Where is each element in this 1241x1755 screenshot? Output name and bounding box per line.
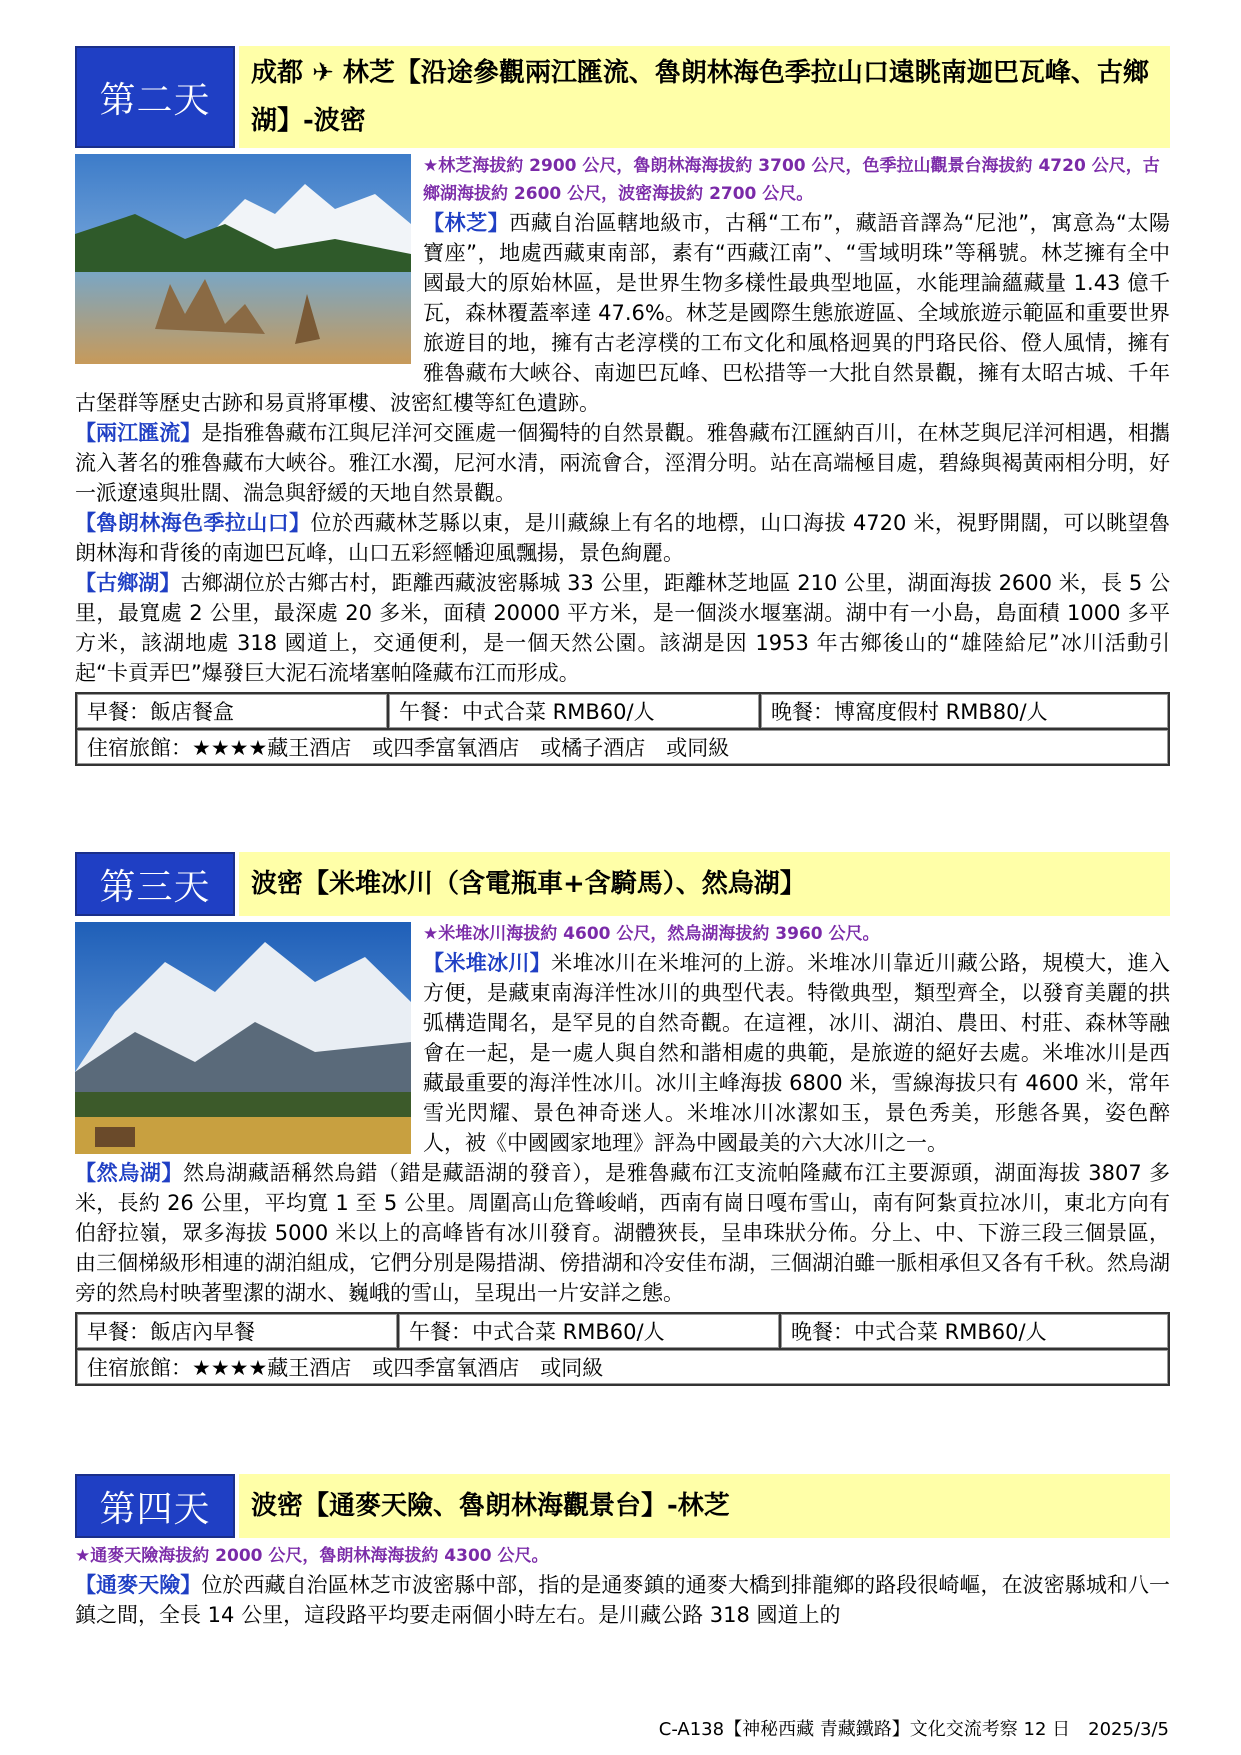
day3-body bbox=[75, 920, 1170, 1386]
day2-section-selaji-pass bbox=[75, 508, 1170, 568]
day2-section-confluence-keyword: 【兩江匯流】 bbox=[75, 421, 202, 445]
day4-body bbox=[75, 1542, 1170, 1630]
day2-section-confluence bbox=[75, 418, 1170, 508]
day2-section-selaji-pass-keyword: 【魯朗林海色季拉山口】 bbox=[75, 511, 311, 535]
day3-section-midui-glacier-keyword: 【米堆冰川】 bbox=[423, 951, 552, 975]
day3-meals-table bbox=[75, 1312, 1170, 1386]
day2-section-confluence-text: 是指雅魯藏布江與尼洋河交匯處一個獨特的自然景觀。雅魯藏布江匯納百川，在林芝與尼洋河相遇，相攜流入著名的雅魯藏布大峽谷。雅江水濁，尼河水清，兩流會合，涇渭分明。站在高端極目處，碧綠與褐黃兩相分明，好一派遼遠與壯闊、湍急與舒緩的天地自然景觀。 bbox=[75, 421, 1171, 505]
day2-body bbox=[75, 152, 1170, 766]
day2-badge: 第二天 bbox=[75, 46, 235, 148]
day3-lunch: 午餐：中式合菜 RMB60/人 bbox=[398, 1313, 780, 1349]
day3-header bbox=[75, 852, 1170, 916]
page-footer: C-A138【神秘西藏 青藏鐵路】文化交流考察 12 日 2025/3/5 bbox=[658, 1719, 1169, 1740]
day4-title: 波密【通麥天險、魯朗林海觀景台】-林芝 bbox=[239, 1474, 1170, 1538]
day2-section-linzhi-keyword: 【林芝】 bbox=[423, 211, 510, 235]
day2-section-selaji-pass-text: 位於西藏林芝縣以東，是川藏線上有名的地標，山口海拔 4720 米，視野開闊，可以眺望魯朗林海和背後的南迦巴瓦峰，山口五彩經幡迎風飄揚，景色絢麗。 bbox=[75, 511, 1171, 565]
day3-dinner: 晚餐：中式合菜 RMB60/人 bbox=[780, 1313, 1169, 1349]
day3-section-ranwu-lake-keyword: 【然烏湖】 bbox=[75, 1161, 184, 1185]
day2-section-guxiang-lake bbox=[75, 568, 1170, 688]
day3-altitude: ★米堆冰川海拔約 4600 公尺，然烏湖海拔約 3960 公尺。 bbox=[423, 924, 880, 944]
day4-header bbox=[75, 1474, 1170, 1538]
midui-glacier-photo bbox=[75, 922, 411, 1154]
day2-title: 成都 ✈ 林芝【沿途參觀兩江匯流、魯朗林海色季拉山口遠眺南迦巴瓦峰、古鄉湖】-波密 bbox=[239, 46, 1170, 148]
day2-header bbox=[75, 46, 1170, 148]
day3-breakfast: 早餐：飯店內早餐 bbox=[76, 1313, 398, 1349]
day2-altitude: ★林芝海拔約 2900 公尺，魯朗林海海拔約 3700 公尺，色季拉山觀景台海拔約 4720 公尺，古鄉湖海拔約 2600 公尺，波密海拔約 2700 公尺。 bbox=[423, 156, 1160, 204]
day2-section-guxiang-lake-keyword: 【古鄉湖】 bbox=[75, 571, 181, 595]
day2-breakfast: 早餐：飯店餐盒 bbox=[76, 693, 388, 729]
day2-hotel: 住宿旅館：★★★★藏王酒店 或四季富氧酒店 或橘子酒店 或同級 bbox=[76, 729, 1169, 765]
day2-dinner: 晚餐：博窩度假村 RMB80/人 bbox=[760, 693, 1169, 729]
day3-badge: 第三天 bbox=[75, 852, 235, 916]
day3-title: 波密【米堆冰川（含電瓶車+含騎馬）、然烏湖】 bbox=[239, 852, 1170, 916]
day3-section-ranwu-lake-text: 然烏湖藏語稱然烏錯（錯是藏語湖的發音），是雅魯藏布江支流帕隆藏布江主要源頭，湖面海拔 3807 多米，長約 26 公里，平均寬 1 至 5 公里。周圍高山危聳峻峭，西南有崗日嘎布雪山，南有阿紮貢拉冰川，東北方向有伯舒拉嶺，眾多海拔 5000 米以上的高峰皆有冰川發育。湖體狹長，呈串珠狀分佈。分上、中、下游三段三個景區，由三個梯級形相連的湖泊組成，它們分別是陽措湖、傍措湖和冷安佳布湖，三個湖泊雖一脈相承但又各有千秋。然烏湖旁的然烏村映著聖潔的湖水、巍峨的雪山，呈現出一片安詳之態。 bbox=[75, 1161, 1171, 1305]
day3-section-ranwu-lake bbox=[75, 1158, 1170, 1308]
day3-hotel: 住宿旅館：★★★★藏王酒店 或四季富氧酒店 或同級 bbox=[76, 1349, 1169, 1385]
day2-section-linzhi-text: 西藏自治區轄地級市，古稱“工布”，藏語音譯為“尼池”，寓意為“太陽寶座”，地處西藏東南部，素有“西藏江南”、“雪域明珠”等稱號。林芝擁有全中國最大的原始林區，是世界生物多樣性最典型地區，水能理論蘊藏量 1.43 億千瓦，森林覆蓋率達 47.6%。林芝是國際生態旅遊區、全域旅遊示範區和重要世界旅遊目的地，擁有古老淳樸的工布文化和風格迥異的門珞民俗、僜人風情，擁有雅魯藏布大峽谷、南迦巴瓦峰、巴松措等一大批自然景觀，擁有太昭古城、千年古堡群等歷史古跡和易貢將軍樓、波密紅樓等紅色遺跡。 bbox=[75, 211, 1170, 415]
day2-section-guxiang-lake-text: 古鄉湖位於古鄉古村，距離西藏波密縣城 33 公里，距離林芝地區 210 公里，湖面海拔 2600 米，長 5 公里，最寬處 2 公里，最深處 20 多米，面積 20000 平方米，是一個淡水堰塞湖。湖中有一小島，島面積 1000 多平方米，該湖地處 318 國道上，交通便利，是一個天然公園。該湖是因 1953 年古鄉後山的“雄陸給尼”冰川活動引起“卡貢弄巴”爆發巨大泥石流堵塞帕隆藏布江而形成。 bbox=[75, 571, 1170, 685]
day2-meals-table bbox=[75, 692, 1170, 766]
linzhi-lake-photo bbox=[75, 154, 411, 364]
day4-altitude: ★通麥天險海拔約 2000 公尺，魯朗林海海拔約 4300 公尺。 bbox=[75, 1546, 549, 1566]
day3-section-midui-glacier-text: 米堆冰川在米堆河的上游。米堆冰川靠近川藏公路，規模大，進入方便，是藏東南海洋性冰川的典型代表。特徵典型，類型齊全，以發育美麗的拱弧構造聞名，是罕見的自然奇觀。在這裡，冰川、湖泊、農田、村莊、森林等融會在一起，是一處人與自然和諧相處的典範，是旅遊的絕好去處。米堆冰川是西藏最重要的海洋性冰川。冰川主峰海拔 6800 米，雪線海拔只有 4600 米，常年雪光閃耀、景色神奇迷人。米堆冰川冰潔如玉，景色秀美，形態各異，姿色醉人，被《中國國家地理》評為中國最美的六大冰川之一。 bbox=[423, 951, 1171, 1155]
day4-section-tongmai-text: 位於西藏自治區林芝市波密縣中部，指的是通麥鎮的通麥大橋到排龍鄉的路段很崎嶇，在波密縣城和八一鎮之間，全長 14 公里，這段路平均要走兩個小時左右。是川藏公路 318 國道上的 bbox=[75, 1573, 1171, 1627]
day2-lunch: 午餐：中式合菜 RMB60/人 bbox=[388, 693, 760, 729]
day4-section-tongmai bbox=[75, 1570, 1170, 1630]
day4-section-tongmai-keyword: 【通麥天險】 bbox=[75, 1573, 202, 1597]
day4-badge: 第四天 bbox=[75, 1474, 235, 1538]
